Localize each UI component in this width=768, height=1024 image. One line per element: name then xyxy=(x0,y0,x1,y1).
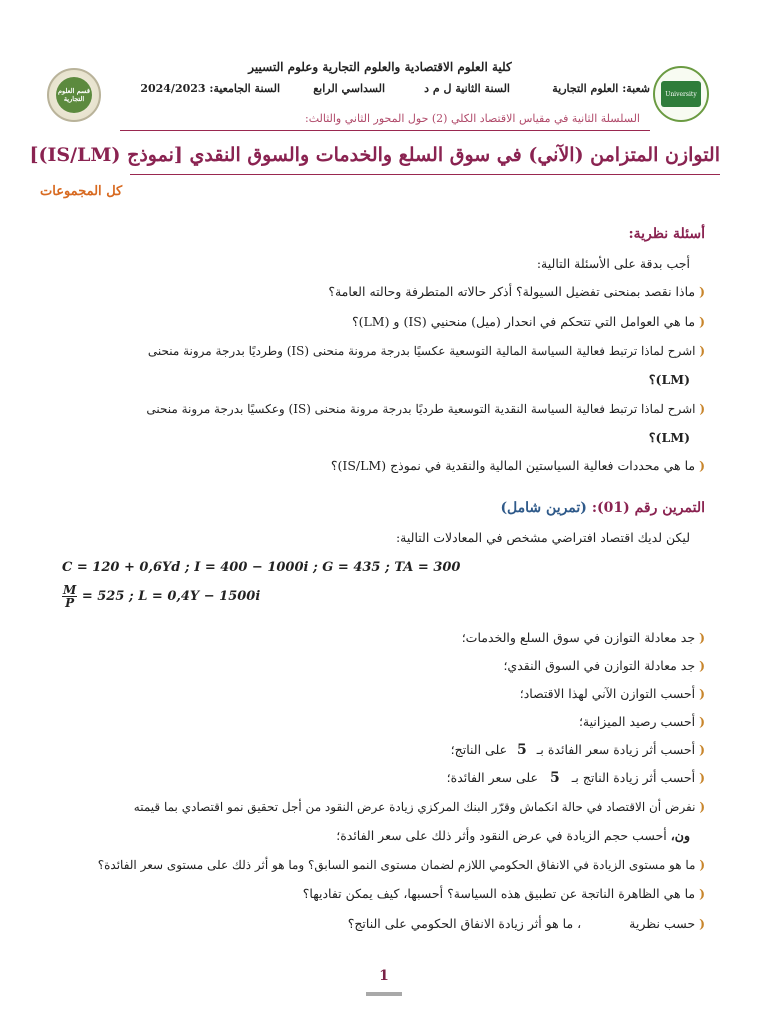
bullet-icon: ( xyxy=(699,770,705,785)
exercise-type: (تمرين شامل) xyxy=(500,500,587,516)
question-text: اشرح لماذا ترتبط فعالية السياسة النقدية التوسعية طرديًا بدرجة مرونة منحنى (IS) وعكسيًا بدرجة مرونة منحنى xyxy=(146,402,696,416)
faculty-name: كلية العلوم الاقتصادية والعلوم التجارية وعلوم التسيير xyxy=(248,60,512,74)
exercise-item-2 xyxy=(380,658,705,673)
exercise-item-7 xyxy=(30,800,705,814)
exercise-item-4 xyxy=(380,714,705,729)
page-title: التوازن المتزامن (الآني) في سوق السلع والخدمات والسوق النقدي [نموذج (IS/LM)] xyxy=(29,144,720,166)
branch-label: شعبة: العلوم التجارية xyxy=(552,82,650,95)
theory-question-4-continued: (LM)؟ xyxy=(648,430,690,445)
title-rule xyxy=(130,174,720,175)
theory-question-1 xyxy=(200,284,705,299)
item-text: جد معادلة التوازن في السوق النقدي؛ xyxy=(503,658,696,673)
page-number-bar xyxy=(366,992,402,996)
exercise-item-5 xyxy=(380,742,705,758)
item-text: أحسب حجم الزيادة في عرض النقود وأثر ذلك على سعر الفائدة؛ xyxy=(336,828,667,843)
item-tail: ، ما هو أثر زيادة الانفاق الحكومي على الناتج؟ xyxy=(347,916,582,931)
item-value: 5 xyxy=(550,770,560,786)
item-tail: على سعر الفائدة؛ xyxy=(446,770,539,785)
item-value: 5 xyxy=(517,742,527,758)
university-logo-text: University xyxy=(661,81,701,107)
bullet-icon: ( xyxy=(699,284,705,299)
theory-question-4 xyxy=(30,402,705,416)
money-price-fraction xyxy=(62,584,77,609)
question-text: ما هي محددات فعالية السياستين المالية والنقدية في نموذج (IS/LM)؟ xyxy=(330,458,696,473)
bullet-icon: ( xyxy=(699,458,705,473)
item-text: أحسب التوازن الآني لهذا الاقتصاد؛ xyxy=(519,686,696,701)
semester-label: السداسي الرابع xyxy=(313,82,385,95)
department-seal xyxy=(47,68,101,122)
item-text: ما هو مستوى الزيادة في الانفاق الحكومي اللازم لضمان مستوى النمو السابق؟ وما هو أثر ذلك على مستوى سعر الفائدة؟ xyxy=(97,858,696,872)
item-tail: على الناتج؛ xyxy=(450,742,508,757)
equation-rest: = 525 ; L = 0,4Y − 1500i xyxy=(81,589,261,604)
exercise-item-6 xyxy=(380,770,705,786)
bullet-icon: ( xyxy=(699,858,705,872)
bullet-icon: ( xyxy=(699,686,705,701)
exercise-item-1 xyxy=(380,630,705,645)
bullet-icon: ( xyxy=(699,800,705,814)
level-label: السنة الثانية ل م د xyxy=(424,82,510,95)
theory-question-3-continued: (LM)؟ xyxy=(648,372,690,387)
bullet-icon: ( xyxy=(699,916,705,931)
question-text: ما هي العوامل التي تتحكم في انحدار (ميل) منحنيي (IS) و (LM)؟ xyxy=(351,314,696,329)
groups-label: كل المجموعات xyxy=(40,184,123,199)
exercise-number: التمرين رقم (01): xyxy=(591,500,705,516)
header-rule xyxy=(120,130,650,131)
theory-heading: أسئلة نظرية: xyxy=(628,226,705,242)
item-text: ما هي الظاهرة الناتجة عن تطبيق هذه السياسة؟ أحسبها، كيف يمكن تفاديها؟ xyxy=(302,886,696,901)
exercise-item-10 xyxy=(280,916,705,931)
academic-year-label: السنة الجامعية: 2024/2023 xyxy=(140,82,280,95)
item-text: أحسب أثر زيادة الناتج بـ xyxy=(571,770,696,785)
fraction-numerator: M xyxy=(63,583,77,597)
exercise-item-7-continued xyxy=(260,828,690,843)
equations-line-2 xyxy=(62,584,362,609)
item-text: نفرض أن الاقتصاد في حالة انكماش وقرّر البنك المركزي زيادة عرض النقود من أجل تحقيق نمو اقتصادي بما قيمته xyxy=(133,800,696,814)
equations-line-1: C = 120 + 0,6Yd ; I = 400 − 1000i ; G = 435 ; TA = 300 xyxy=(62,560,461,575)
bullet-icon: ( xyxy=(699,314,705,329)
bullet-icon: ( xyxy=(699,742,705,757)
item-text: أحسب أثر زيادة سعر الفائدة بـ xyxy=(536,742,696,757)
department-seal-text: قسم العلوم التجارية xyxy=(56,77,92,113)
theory-question-5 xyxy=(250,458,705,473)
fraction-denominator: P xyxy=(65,596,75,610)
exercise-item-3 xyxy=(380,686,705,701)
bullet-icon: ( xyxy=(699,344,705,358)
bullet-icon: ( xyxy=(699,630,705,645)
item-text: أحسب رصيد الميزانية؛ xyxy=(578,714,696,729)
exercise-item-8 xyxy=(30,858,705,872)
item-text: حسب نظرية xyxy=(629,916,696,931)
item-text: جد معادلة التوازن في سوق السلع والخدمات؛ xyxy=(461,630,696,645)
bullet-icon: ( xyxy=(699,402,705,416)
bullet-icon: ( xyxy=(699,658,705,673)
university-logo xyxy=(653,66,709,122)
question-text: ماذا نقصد بمنحنى تفضيل السيولة؟ أذكر حالاته المتطرفة وحالته العامة؟ xyxy=(328,284,696,299)
question-text: اشرح لماذا ترتبط فعالية السياسة المالية التوسعية عكسيًا بدرجة مرونة منحنى (IS) وطرديًا بدرجة مرونة منحنى xyxy=(147,344,696,358)
series-subtitle: السلسلة الثانية في مقياس الاقتصاد الكلي (2) حول المحور الثاني والثالث: xyxy=(304,112,640,125)
theory-question-3 xyxy=(30,344,705,358)
exercise-item-9 xyxy=(250,886,705,901)
exercise-heading xyxy=(480,500,705,516)
bullet-icon: ( xyxy=(699,886,705,901)
bullet-icon: ( xyxy=(699,714,705,729)
exercise-intro: ليكن لديك اقتصاد افتراضي مشخص في المعادلات التالية: xyxy=(395,530,690,545)
theory-question-2 xyxy=(200,314,705,329)
page-number: 1 xyxy=(379,968,389,984)
item-prefix: ون، xyxy=(670,828,690,843)
theory-intro: أجب بدقة على الأسئلة التالية: xyxy=(536,256,690,271)
